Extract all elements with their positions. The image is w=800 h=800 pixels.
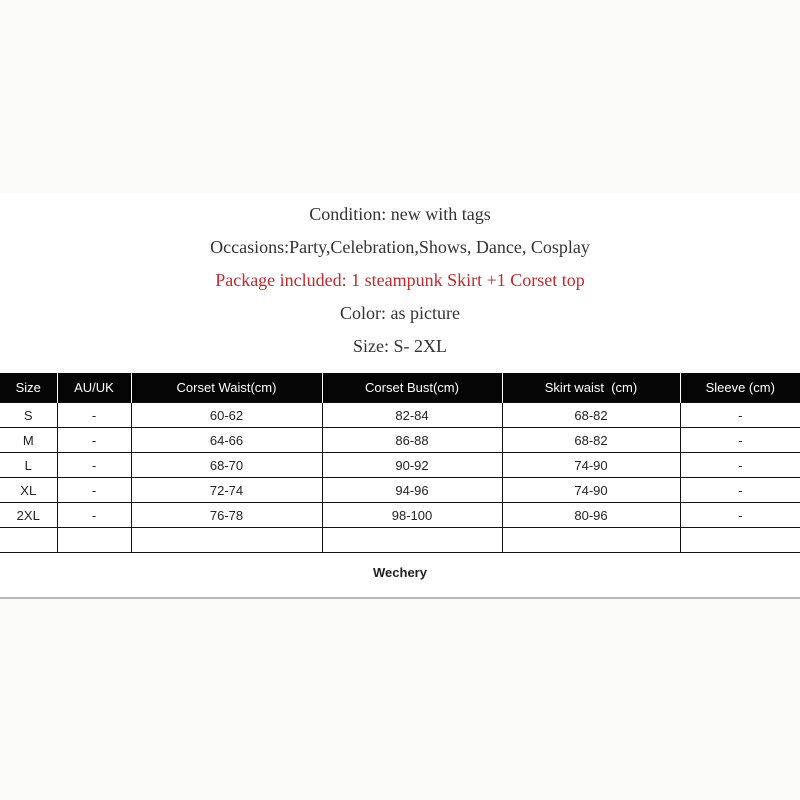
cell-size: M — [0, 428, 57, 453]
cell-au-uk: - — [57, 428, 131, 453]
cell-skirt-waist: 68-82 — [502, 428, 680, 453]
cell-empty — [0, 528, 57, 553]
cell-skirt-waist: 68-82 — [502, 403, 680, 428]
cell-empty — [322, 528, 502, 553]
header-skirt-waist: Skirt waist (cm) — [502, 373, 680, 403]
divider — [0, 597, 800, 599]
cell-corset-bust: 90-92 — [322, 453, 502, 478]
header-size: Size — [0, 373, 57, 403]
header-corset-waist: Corset Waist(cm) — [131, 373, 322, 403]
cell-empty — [680, 528, 800, 553]
table-row — [0, 453, 800, 478]
table-row — [0, 403, 800, 428]
color-text: Color: as picture — [340, 303, 460, 323]
table-header-row — [0, 373, 800, 403]
cell-skirt-waist: 74-90 — [502, 453, 680, 478]
cell-size: S — [0, 403, 57, 428]
cell-corset-bust: 94-96 — [322, 478, 502, 503]
condition-text: Condition: new with tags — [309, 204, 491, 224]
size-chart-table — [0, 373, 800, 553]
cell-au-uk: - — [57, 503, 131, 528]
cell-sleeve: - — [680, 453, 800, 478]
header-corset-bust: Corset Bust(cm) — [322, 373, 502, 403]
cell-sleeve: - — [680, 403, 800, 428]
cell-corset-waist: 76-78 — [131, 503, 322, 528]
table-row-empty — [0, 528, 800, 553]
cell-au-uk: - — [57, 478, 131, 503]
occasions-text: Occasions:Party,Celebration,Shows, Dance, Cosplay — [210, 237, 590, 257]
cell-size: 2XL — [0, 503, 57, 528]
table-row — [0, 478, 800, 503]
package-included-text: Package included: 1 steampunk Skirt +1 Corset top — [215, 270, 585, 290]
cell-empty — [57, 528, 131, 553]
cell-size: XL — [0, 478, 57, 503]
table-row — [0, 503, 800, 528]
cell-corset-waist: 60-62 — [131, 403, 322, 428]
cell-corset-waist: 64-66 — [131, 428, 322, 453]
cell-corset-bust: 86-88 — [322, 428, 502, 453]
cell-empty — [131, 528, 322, 553]
cell-corset-waist: 72-74 — [131, 478, 322, 503]
cell-sleeve: - — [680, 478, 800, 503]
cell-corset-bust: 82-84 — [322, 403, 502, 428]
size-range-text: Size: S- 2XL — [353, 336, 447, 356]
cell-au-uk: - — [57, 403, 131, 428]
header-au-uk: AU/UK — [57, 373, 131, 403]
brand-name: Wechery — [373, 565, 427, 580]
cell-au-uk: - — [57, 453, 131, 478]
cell-skirt-waist: 80-96 — [502, 503, 680, 528]
table-row — [0, 428, 800, 453]
cell-sleeve: - — [680, 428, 800, 453]
cell-corset-bust: 98-100 — [322, 503, 502, 528]
header-sleeve: Sleeve (cm) — [680, 373, 800, 403]
cell-skirt-waist: 74-90 — [502, 478, 680, 503]
cell-size: L — [0, 453, 57, 478]
cell-sleeve: - — [680, 503, 800, 528]
cell-empty — [502, 528, 680, 553]
cell-corset-waist: 68-70 — [131, 453, 322, 478]
